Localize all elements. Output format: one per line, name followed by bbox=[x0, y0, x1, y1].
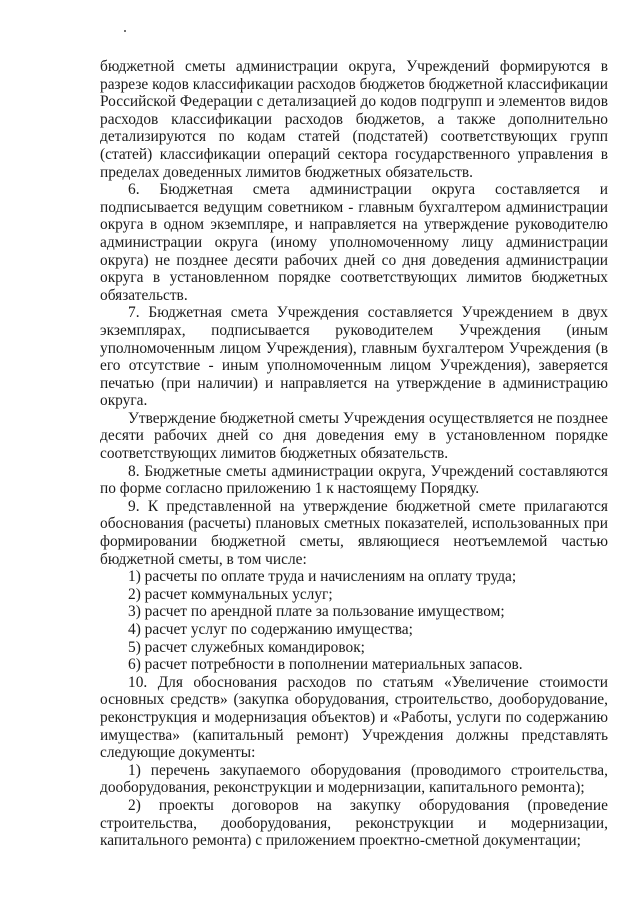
paragraph-7: 7. Бюджетная смета Учреждения составляется Учреждением в двух экземплярах, подписывается руководителем Учреждения (иным уполномоченным лицом Учреждения), главным бухгалтером Учреждения (в его отсутствие - иным уполномоченным лицом Учреждения), заверяется печатью (при наличии) и направляется на утверждение в администрацию округа. bbox=[100, 304, 608, 410]
list-item: 1) расчеты по оплате труда и начислениям на оплату труда; bbox=[128, 568, 517, 586]
list-item: 2) проекты договоров на закупку оборудования (проведение строительства, дооборудования, реконструкции и модернизации, капитального ремонта) с приложением проектно-сметной документации; bbox=[100, 796, 608, 850]
list-item: 3) расчет по арендной плате за пользование имуществом; bbox=[128, 603, 505, 621]
list-item: 6) расчет потребности в пополнении материальных запасов. bbox=[128, 656, 523, 674]
paragraph-8: 8. Бюджетные сметы администрации округа, Учреждений составляются по форме согласно приложению 1 к настоящему Порядку. bbox=[100, 462, 608, 498]
paragraph-9: 9. К представленной на утверждение бюджетной смете прилагаются обоснования (расчеты) плановых сметных показателей, использованных при формировании бюджетной сметы, являющиеся неотъемлемой частью бюджетной сметы, в том числе: bbox=[100, 497, 608, 568]
paragraph-approval: Утверждение бюджетной сметы Учреждения осуществляется не позднее десяти рабочих дней со дня доведения ему в установленном порядке соответствующих лимитов бюджетных обязательств. bbox=[100, 409, 608, 463]
list-item: 5) расчет служебных командировок; bbox=[128, 638, 365, 656]
paragraph-6: 6. Бюджетная смета администрации округа составляется и подписывается ведущим советником - главным бухгалтером администрации округа в одном экземпляре, и направляется на утверждение руководителю администрации округа (иному уполномоченному лицу администрации округа) не позднее десяти рабочих дней со дня доведения администрации округа в установленном порядке соответствующих лимитов бюджетных обязательств. bbox=[100, 181, 608, 304]
list-item: 4) расчет услуг по содержанию имущества; bbox=[128, 621, 413, 638]
paragraph-10: 10. Для обоснования расходов по статьям «Увеличение стоимости основных средств» (закупка оборудования, строительство, дооборудование, реконструкция и модернизация объектов) и «Работы, услуги по содержанию имущества» (капитальный ремонт) Учреждения должны представлять следующие документы: bbox=[100, 673, 608, 762]
scan-speck bbox=[124, 30, 126, 32]
list-item: 2) расчет коммунальных услуг; bbox=[128, 585, 333, 603]
document-body bbox=[100, 58, 608, 850]
paragraph-continuation: бюджетной сметы администрации округа, Учреждений формируются в разрезе кодов классификации расходов бюджетов бюджетной классификации Российской Федерации с детализацией до кодов подгрупп и элементов видов расходов классификации расходов бюджетов, а также дополнительно детализируются по кодам статей (подстатей) соответствующих групп (статей) классификации операций сектора государственного управления в пределах доведенных лимитов бюджетных обязательств. bbox=[100, 58, 608, 181]
list-item: 1) перечень закупаемого оборудования (проводимого строительства, дооборудования, реконструкции и модернизации, капитального ремонта); bbox=[100, 761, 608, 797]
